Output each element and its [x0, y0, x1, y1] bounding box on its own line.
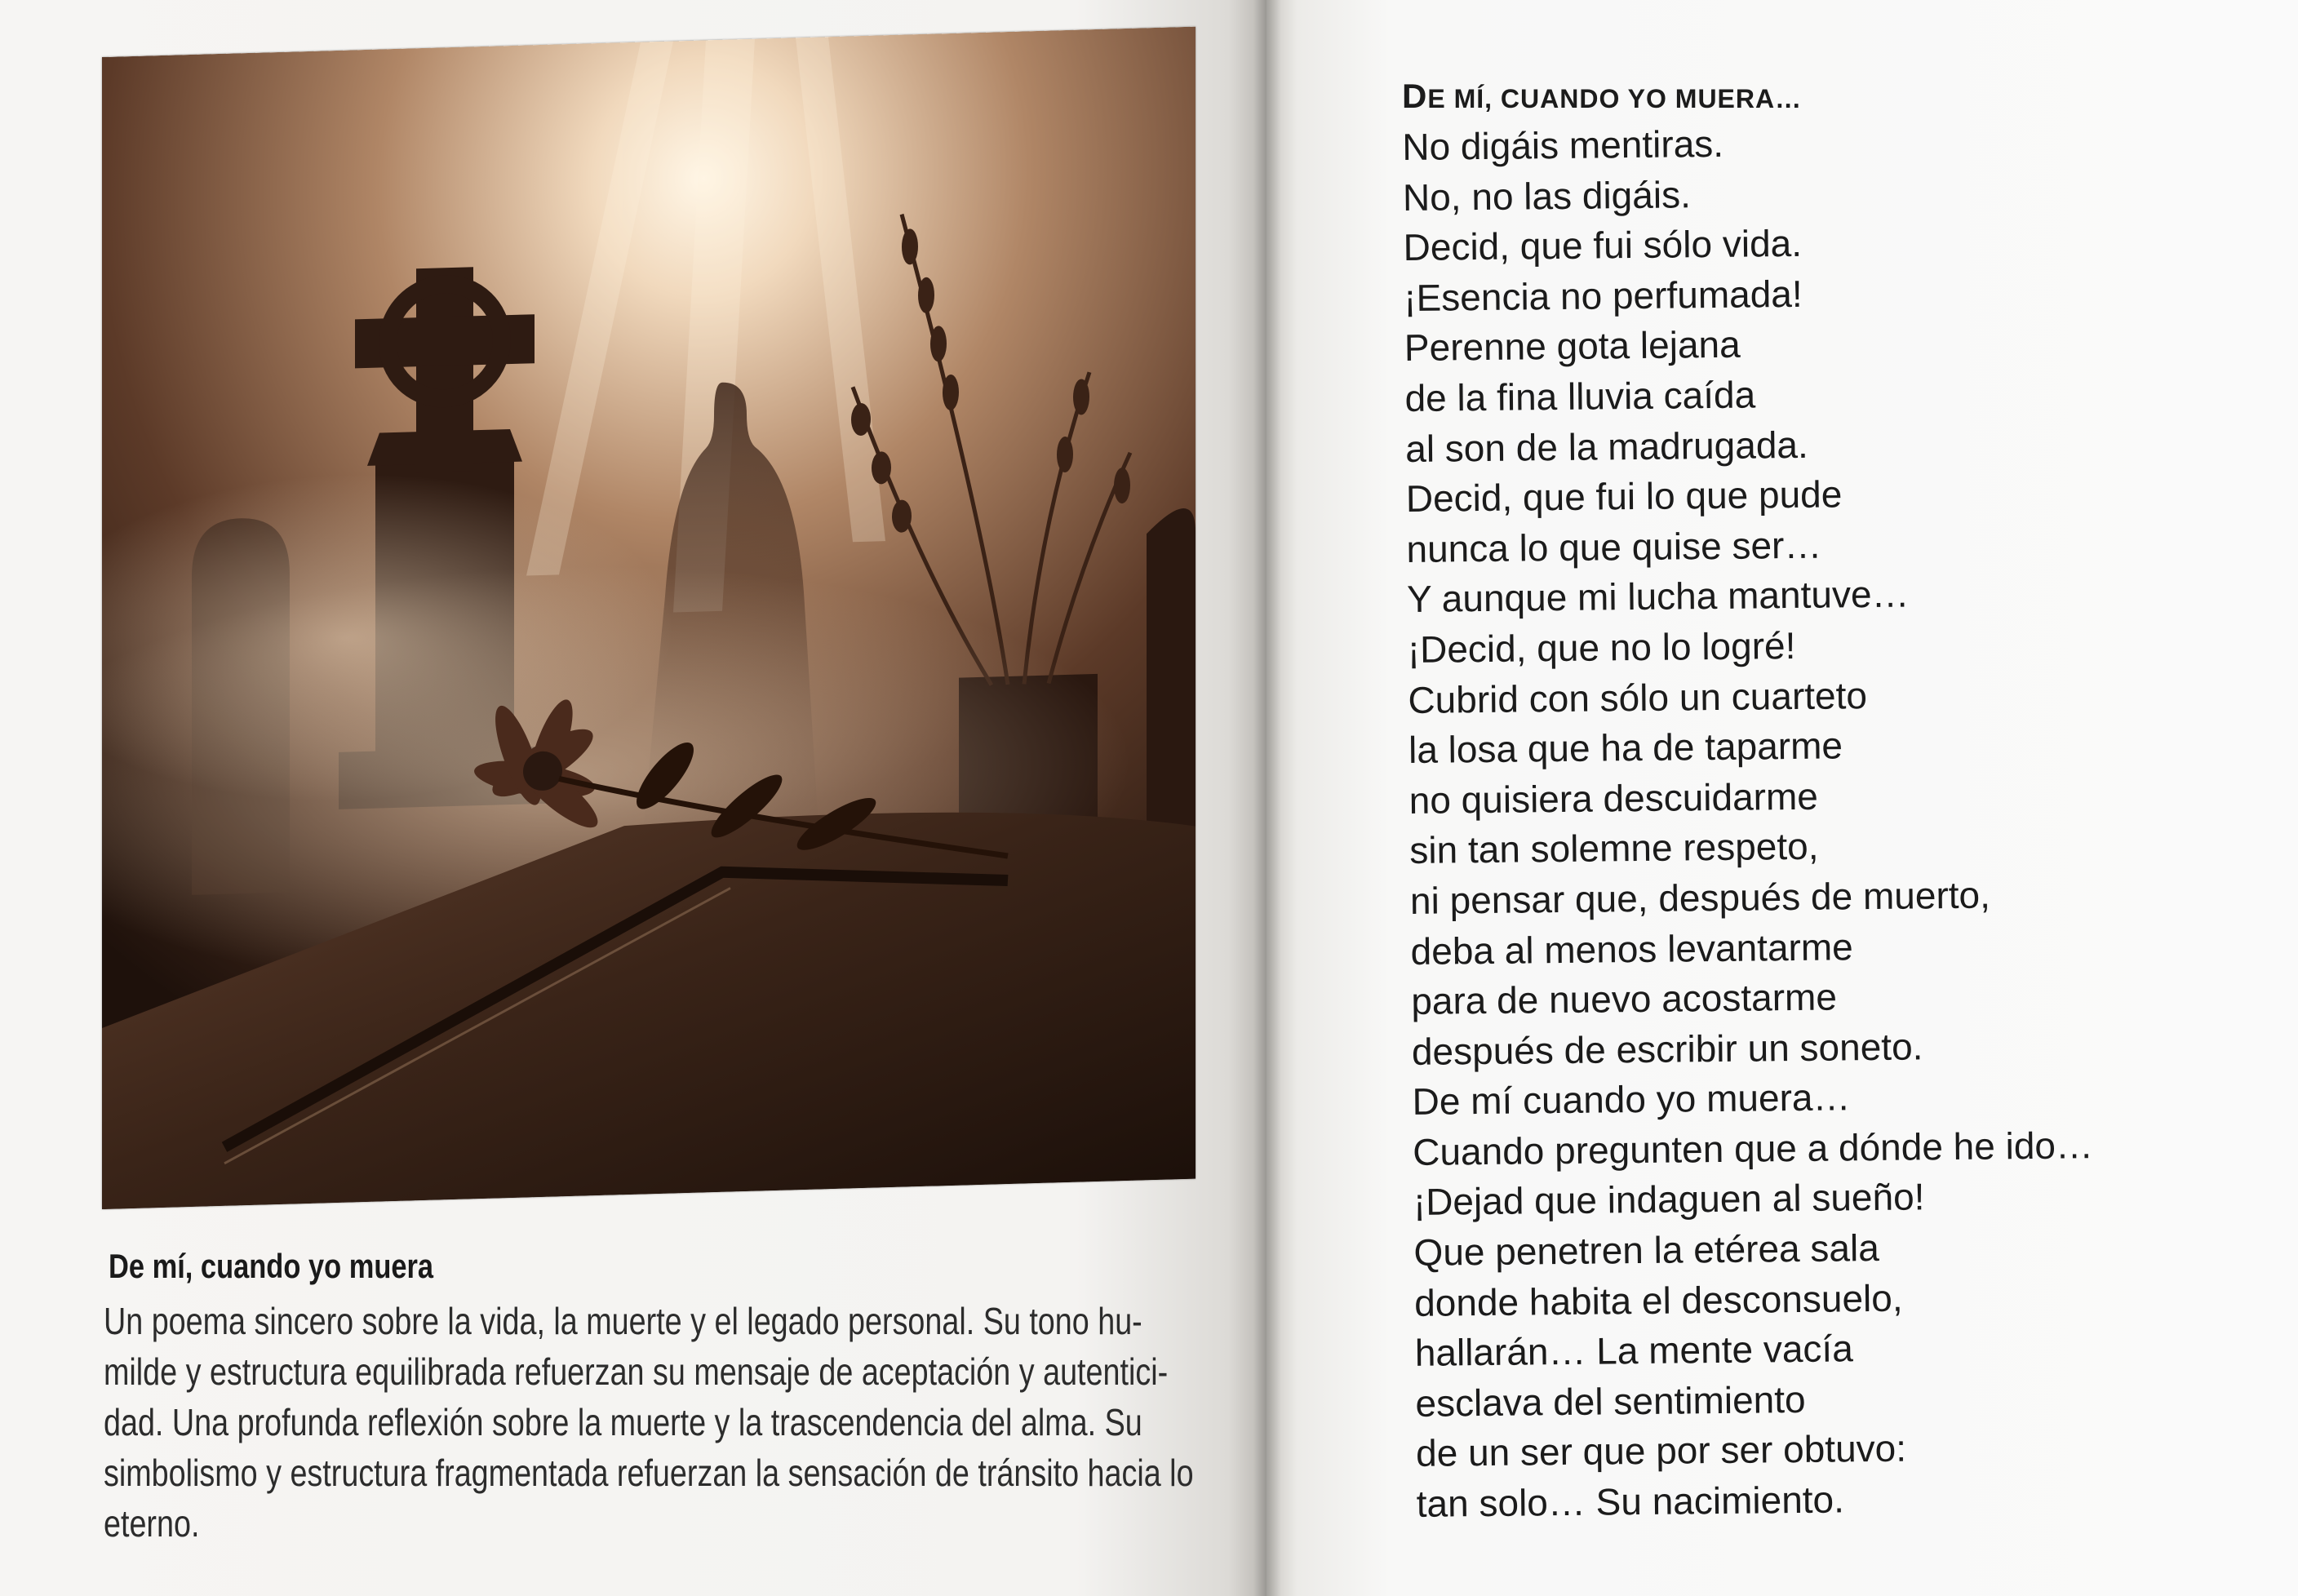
poem-line: no quisiera descuidarme	[1409, 774, 1819, 822]
poem-line: hallarán… La mente vacía	[1414, 1327, 1854, 1375]
poem-line: ¡Esencia no perfumada!	[1403, 272, 1803, 319]
caption-line: Un poema sincero sobre la vida, la muerte y el legado personal. Su tono hu-	[104, 1300, 1142, 1342]
poem-line: Que penetren la etérea sala	[1413, 1226, 1880, 1274]
poem-line: de un ser que por ser obtuvo:	[1415, 1427, 1907, 1475]
poem-title-initial: D	[1402, 77, 1428, 115]
poem-line: ni pensar que, después de muerto,	[1409, 873, 1991, 922]
poem-line: tan solo… Su nacimiento.	[1416, 1478, 1845, 1525]
poem-line: Cubrid con sólo un cuarteto	[1408, 673, 1868, 721]
poem-line: para de nuevo acostarme	[1411, 975, 1838, 1023]
poem-line: No digáis mentiras.	[1402, 122, 1724, 168]
poem-line: después de escribir un soneto.	[1411, 1025, 1923, 1073]
book-gutter-shadow	[1253, 0, 1281, 1596]
caption-line: eterno.	[104, 1502, 200, 1545]
poem-line: ¡Decid, que no lo logré!	[1407, 623, 1796, 671]
caption-line: simbolismo y estructura fragmentada refuerzan la sensación de tránsito hacia lo	[104, 1452, 1194, 1494]
caption-line: dad. Una profunda reflexión sobre la muerte y la trascendencia del alma. Su	[104, 1401, 1142, 1443]
cemetery-scene-image	[102, 27, 1196, 1209]
poem-line: nunca lo que quise ser…	[1406, 523, 1822, 570]
poem-title-rest: E MÍ, CUANDO YO MUERA…	[1427, 84, 1803, 113]
poem-line: Y aunque mi lucha mantuve…	[1406, 572, 1910, 621]
poem-title	[1402, 77, 1802, 116]
poem-line: sin tan solemne respeto,	[1409, 825, 1819, 872]
cemetery-illustration	[102, 27, 1196, 1209]
poem-line: ¡Dejad que indaguen al sueño!	[1413, 1175, 1925, 1224]
poem-line: deba al menos levantarme	[1410, 924, 1853, 973]
poem-line: la losa que ha de taparme	[1408, 724, 1843, 772]
poem-line: Cuando pregunten que a dónde he ido…	[1412, 1124, 2094, 1173]
poem-line: Decid, que fui sólo vida.	[1403, 222, 1803, 269]
poem-line: De mí cuando yo muera…	[1412, 1075, 1851, 1124]
poem-body	[1402, 115, 2097, 1529]
poem-line: esclava del sentimiento	[1415, 1377, 1806, 1425]
poem-line: de la fina lluvia caída	[1404, 373, 1756, 419]
poem-line: Perenne gota lejana	[1404, 323, 1741, 370]
poem-line: al son de la madrugada.	[1404, 423, 1808, 470]
poem-line: No, no las digáis.	[1402, 172, 1692, 219]
poem-line: Decid, que fui lo que pude	[1405, 472, 1843, 521]
poem-line: donde habita el desconsuelo,	[1413, 1276, 1903, 1324]
caption-title: De mí, cuando yo muera	[109, 1247, 434, 1285]
caption-body	[104, 1296, 1201, 1549]
caption-line: milde y estructura equilibrada refuerzan su mensaje de aceptación y autentici-	[104, 1350, 1169, 1393]
